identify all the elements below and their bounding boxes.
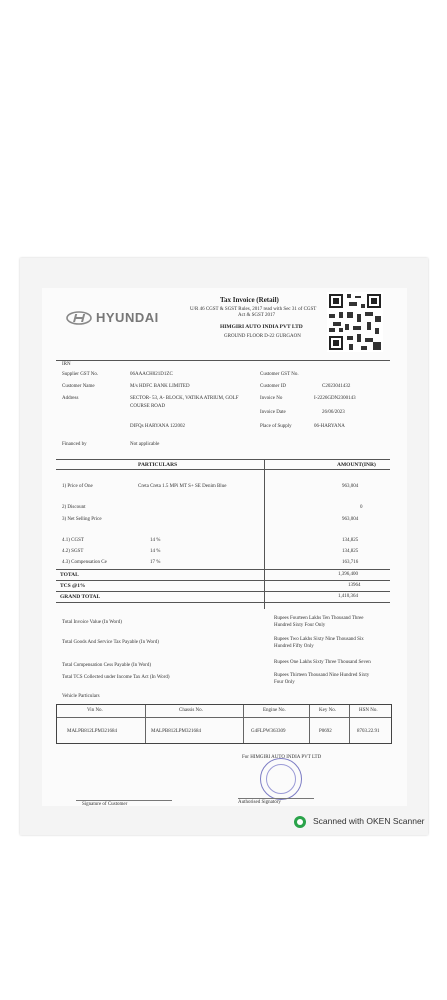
hyundai-logo: [66, 310, 162, 326]
words-label: Total Goods And Service Tax Payable (In Word): [62, 640, 159, 645]
column-divider: [145, 705, 146, 743]
invoice-no-value: I-2226GDN2300143: [314, 396, 356, 401]
row-amount: 134,825: [342, 549, 359, 554]
total-value: 1,396,400: [338, 572, 358, 577]
row-amount: 0: [360, 505, 363, 510]
scanned-page: [20, 258, 428, 835]
vehicle-header: Chassis No.: [179, 708, 203, 713]
amount-header: AMOUNT(INR): [337, 462, 376, 468]
brand-name: HYUNDAI: [96, 310, 159, 325]
words-label: Total Compensation Cess Payable (In Word): [62, 663, 152, 668]
vehicle-header: Vin No.: [87, 708, 103, 713]
tcs-label: TCS @1%: [60, 583, 86, 589]
words-value: Rupees Two Lakhs Sixty Nine Thousand Six: [274, 637, 364, 642]
words-value: Hundred Sixty Four Only: [274, 623, 326, 628]
column-divider: [349, 705, 350, 743]
invoice-date-label: Invoice Date: [260, 410, 286, 415]
divider: [56, 602, 390, 603]
grand-total-value: 1,410,364: [338, 594, 358, 599]
divider: [56, 580, 390, 581]
scanner-label: Scanned with OKEN Scanner: [313, 816, 425, 826]
words-value: Four Only: [274, 680, 295, 685]
words-label: Total TCS Collected under Income Tax Act (In Word): [62, 675, 170, 680]
vehicle-value: MALPB812LPM321684: [67, 729, 118, 734]
row-description: Creta Creta 1.5 MPi MT S+ SE Denim Blue: [138, 484, 227, 489]
vehicle-header: Engine No.: [263, 708, 286, 713]
vehicle-table: [56, 704, 392, 744]
row-label: 2) Discount: [62, 505, 86, 510]
grand-total-label: GRAND TOTAL: [60, 594, 101, 600]
place-supply-value: 06-HARYANA: [314, 424, 345, 429]
divider: [56, 591, 390, 592]
customer-name-value: M/s HDFC BANK LIMITED: [130, 384, 190, 389]
row-rate: 14 %: [150, 538, 161, 543]
vehicle-particulars-label: Vehicle Particulars: [62, 694, 100, 699]
signature-line: [76, 800, 172, 801]
supplier-gst-label: Supplier GST No.: [62, 372, 99, 377]
authorised-signatory-label: Authorised Signatory: [238, 800, 281, 805]
row-label: 1) Price of One: [62, 484, 93, 489]
dealer-name: HIMGIRI AUTO INDIA PVT LTD: [220, 324, 303, 330]
for-dealer-line: For HIMGIRI AUTO INDIA PVT LTD: [242, 755, 322, 760]
words-value: Hundred Fifty Only: [274, 644, 314, 649]
header-rule-line-1: U/R 46 CGST & SGST Rules, 2017 read with Sec 31 of CGST: [190, 307, 317, 312]
city-state: DIFQs HARYANA 122002: [130, 424, 186, 429]
address-label: Address: [62, 396, 79, 401]
qr-code-icon: [327, 292, 383, 352]
address-line-2: COURSE ROAD: [130, 404, 166, 409]
divider: [56, 459, 390, 460]
particulars-header: PARTICULARS: [138, 462, 178, 468]
financed-label: Financed by: [62, 442, 87, 447]
customer-signature-label: Signature of Customer: [82, 802, 128, 807]
column-divider: [243, 705, 244, 743]
row-amount: 134,825: [342, 538, 359, 543]
invoice-no-label: Invoice No: [260, 396, 283, 401]
row-label: 4.2) SGST: [62, 549, 84, 554]
hyundai-emblem-icon: [66, 311, 92, 325]
row-label: 4.1) CGST: [62, 538, 84, 543]
signature-line: [238, 798, 314, 799]
row-rate: 17 %: [150, 560, 161, 565]
customer-id-label: Customer ID: [260, 384, 286, 389]
customer-id-value: C2023041432: [322, 384, 351, 389]
total-label: TOTAL: [60, 572, 79, 578]
column-divider: [264, 459, 265, 609]
financed-value: Not applicable: [130, 442, 160, 447]
vehicle-value: G4FLPW363309: [251, 729, 286, 734]
row-rate: 14 %: [150, 549, 161, 554]
invoice-document: [42, 288, 407, 806]
vehicle-value: MALPB812LPM321684: [151, 729, 202, 734]
divider: [56, 360, 390, 361]
invoice-title: Tax Invoice (Retail): [220, 296, 279, 304]
customer-name-label: Customer Name: [62, 384, 95, 389]
divider: [56, 469, 390, 470]
supplier-gst-value: 06AAACH021D1ZC: [130, 372, 173, 377]
row-amount: 963,004: [342, 517, 359, 522]
place-supply-label: Place of Supply: [260, 424, 292, 429]
vehicle-header: HSN No.: [359, 708, 378, 713]
vehicle-value: 8703.22.91: [357, 729, 380, 734]
dealer-address: GROUND FLOOR D-22 GURGAON: [224, 334, 301, 339]
row-amount: 963,004: [342, 484, 359, 489]
words-value: Rupees One Lakhs Sixty Three Thousand Seven: [274, 660, 371, 665]
header-rule-line-2: Act & SGST 2017: [238, 313, 275, 318]
invoice-date-value: 26/06/2023: [322, 410, 345, 415]
row-label: 3) Net Selling Price: [62, 517, 102, 522]
column-divider: [309, 705, 310, 743]
oken-scanner-icon: [294, 816, 306, 828]
divider: [57, 717, 391, 718]
words-label: Total Invoice Value (In Word): [62, 620, 122, 625]
company-seal-inner: [266, 764, 296, 794]
vehicle-header: Key No.: [319, 708, 336, 713]
row-label: 4.3) Compensation Ce: [62, 560, 107, 565]
vehicle-value: P0692: [319, 729, 332, 734]
row-amount: 163,716: [342, 560, 359, 565]
words-value: Rupees Thirteen Thousand Nine Hundred Sixty: [274, 673, 370, 678]
customer-gst-label: Customer GST No.: [260, 372, 299, 377]
tcs-value: 13964: [348, 583, 361, 588]
irn-label: IRN: [62, 362, 71, 367]
divider: [56, 569, 390, 570]
words-value: Rupees Fourteen Lakhs Ten Thousand Three: [274, 616, 364, 621]
address-line-1: SECTOR- 53, A- BLOCK, VATIKA ATRIUM, GOLF: [130, 396, 239, 401]
